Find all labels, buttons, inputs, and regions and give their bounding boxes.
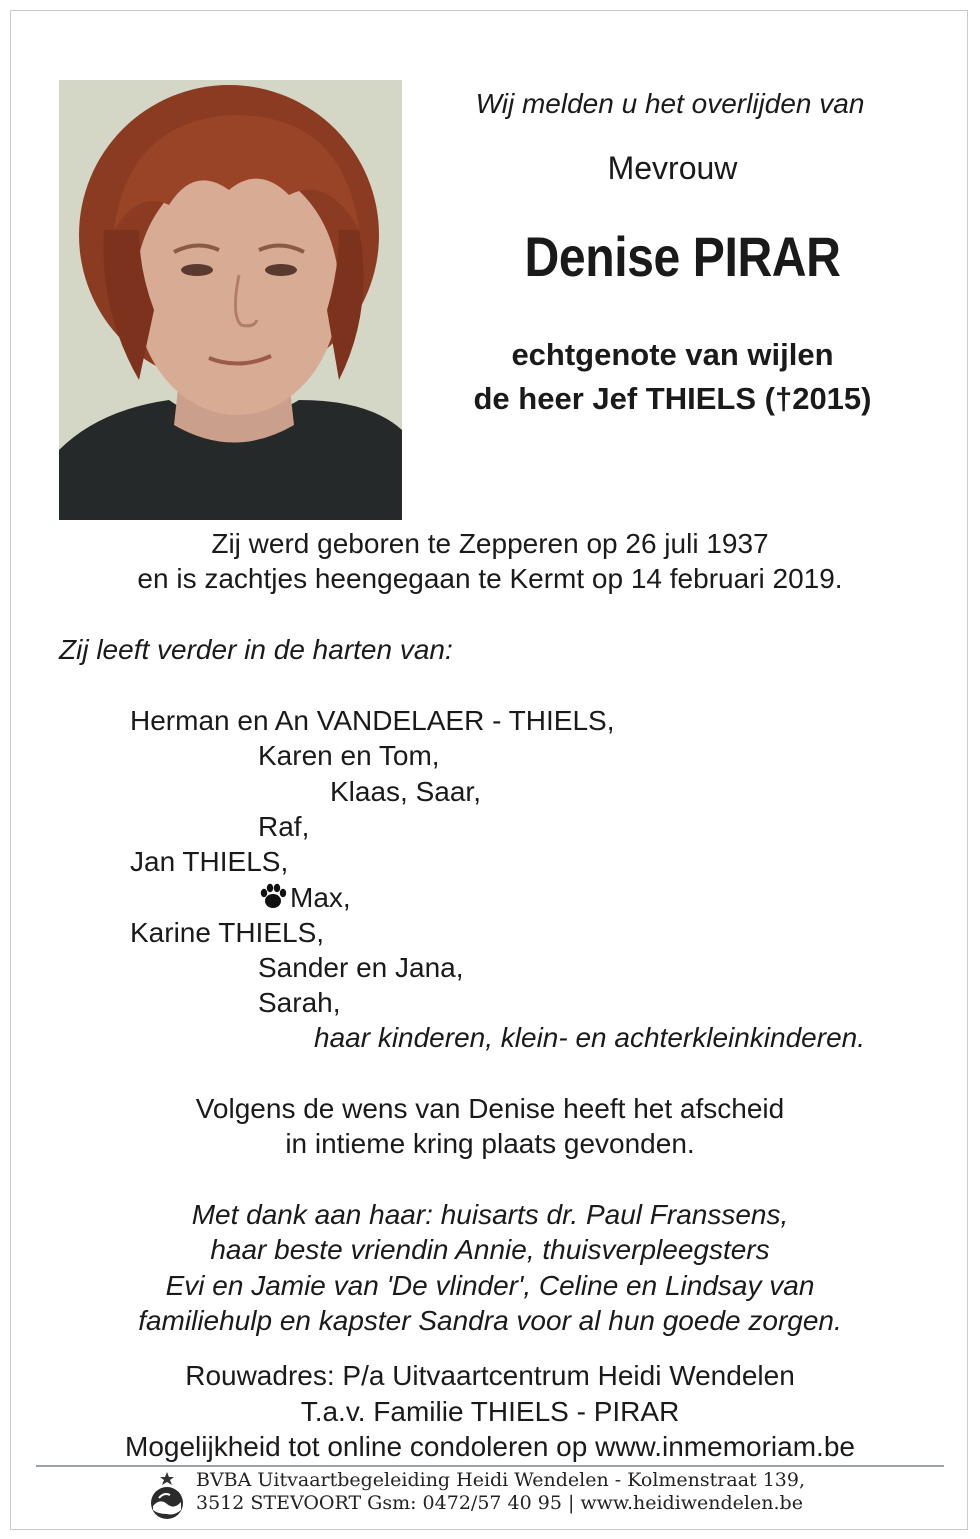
farewell-line-1: Volgens de wens van Denise heeft het afscheid — [195, 1093, 785, 1124]
birth-line: Zij werd geboren te Zepperen op 26 juli 1937 — [211, 528, 769, 559]
family-closing: haar kinderen, klein- en achterkleinkinderen. — [314, 1022, 865, 1053]
death-line: en is zachtjes heengegaan te Kermt op 14 februari 2019. — [137, 563, 843, 594]
thanks-line-1: Met dank aan haar: huisarts dr. Paul Franssens, — [191, 1199, 789, 1230]
family-line-7: Karine THIELS, — [130, 917, 325, 948]
deceased-name: Denise PIRAR — [524, 225, 841, 288]
spouse-line-1: echtgenote van wijlen — [511, 337, 834, 372]
family-line-5: Jan THIELS, — [130, 846, 289, 877]
family-line-2: Karen en Tom, — [258, 740, 440, 771]
spouse-line-2: de heer Jef THIELS (†2015) — [473, 381, 872, 416]
pet-name: Max, — [290, 882, 351, 913]
thanks-line-4: familiehulp en kapster Sandra voor al hun goede zorgen. — [138, 1305, 842, 1336]
paw-icon — [258, 881, 288, 911]
family-line-4: Raf, — [258, 811, 310, 842]
family-line-6 — [258, 881, 351, 914]
footer-divider — [36, 1465, 944, 1467]
footer-line-1: BVBA Uitvaartbegeleiding Heidi Wendelen - Kolmenstraat 139, — [196, 1469, 806, 1491]
condolence-line: Mogelijkheid tot online condoleren op www.inmemoriam.be — [125, 1431, 855, 1462]
family-line-9: Sarah, — [258, 987, 341, 1018]
footer-line-2: 3512 STEVOORT Gsm: 0472/57 40 95 | www.heidiwendelen.be — [196, 1492, 803, 1514]
funeral-logo-icon — [146, 1470, 188, 1520]
portrait-photo — [59, 80, 402, 520]
honorific: Mevrouw — [607, 150, 738, 186]
family-line-1: Herman en An VANDELAER - THIELS, — [130, 705, 615, 736]
farewell-line-2: in intieme kring plaats gevonden. — [285, 1128, 695, 1159]
address-line-1: Rouwadres: P/a Uitvaartcentrum Heidi Wendelen — [185, 1360, 795, 1391]
family-line-8: Sander en Jana, — [258, 952, 464, 983]
announcement-intro: Wij melden u het overlijden van — [475, 88, 865, 119]
address-line-2: T.a.v. Familie THIELS - PIRAR — [300, 1396, 680, 1427]
family-line-3: Klaas, Saar, — [330, 776, 481, 807]
thanks-line-2: haar beste vriendin Annie, thuisverpleegsters — [210, 1234, 770, 1265]
survived-by-heading: Zij leeft verder in de harten van: — [59, 634, 453, 665]
thanks-line-3: Evi en Jamie van 'De vlinder', Celine en Lindsay van — [165, 1270, 815, 1301]
